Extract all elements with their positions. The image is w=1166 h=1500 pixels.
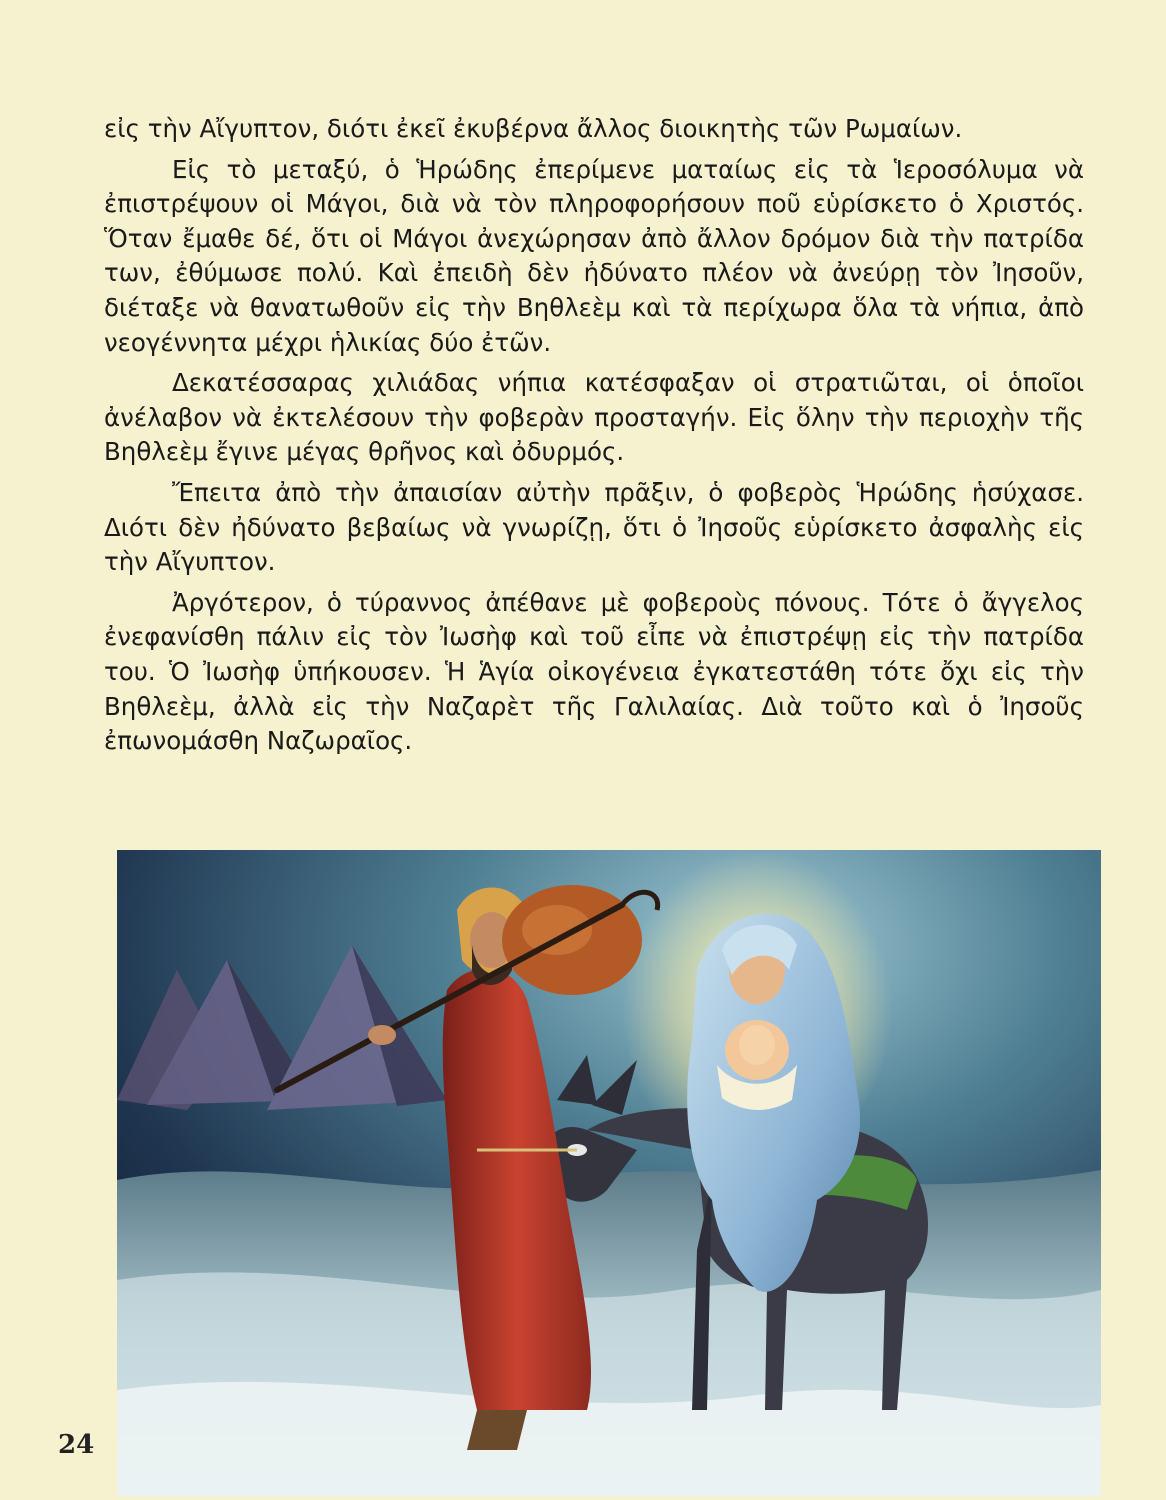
paragraph-2: Εἰς τὸ μεταξύ, ὁ Ἡρώδης ἐπερίμενε ματαίως εἰς τὰ Ἱεροσόλυμα νὰ ἐπιστρέψουν οἱ Μάγοι, διὰ νὰ τὸν πληροφορήσουν ποῦ εὑρίσκετο ὁ Χριστός. Ὅταν ἔμαθε δέ, ὅτι οἱ Μάγοι ἀνεχώρησαν ἀπὸ ἄλλον δρόμον διὰ τὴν πατρίδα των, ἐθύμωσε πολύ. Καὶ ἐπειδὴ δὲν ἠδύνατο πλέον νὰ ἀνεύρῃ τὸν Ἰησοῦν, διέταξε νὰ θανατωθοῦν εἰς τὴν Βηθλεὲμ καὶ τὰ περίχωρα ὅλα τὰ νήπια, ἀπὸ νεογέννητα μέχρι ἡλικίας δύο ἐτῶν.: [104, 154, 1084, 357]
paragraph-1: εἰς τὴν Αἴγυπτον, διότι ἐκεῖ ἐκυβέρνα ἄλλος διοικητὴς τῶν Ρωμαίων.: [104, 114, 963, 143]
body-text: [104, 112, 1084, 765]
paragraph-5: Ἀργότερον, ὁ τύραννος ἀπέθανε μὲ φοβεροὺς πόνους. Τότε ὁ ἄγγελος ἐνεφανίσθη πάλιν εἰς τὸν Ἰωσὴφ καὶ τοῦ εἶπε νὰ ἐπιστρέψῃ εἰς τὴν πατρίδα του. Ὁ Ἰωσὴφ ὑπήκουσεν. Ἡ Ἁγία οἰκογένεια ἐγκατεστάθη τότε ὄχι εἰς τὴν Βηθλεὲμ, ἀλλὰ εἰς τὴν Ναζαρὲτ τῆς Γαλιλαίας. Διὰ τοῦτο καὶ ὁ Ἰησοῦς ἐπωνομάσθη Ναζωραῖος.: [104, 587, 1084, 756]
paragraph-3: Δεκατέσσαρας χιλιάδας νήπια κατέσφαξαν οἱ στρατιῶται, οἱ ὁποῖοι ἀνέλαβον νὰ ἐκτελέσουν τὴν φοβερὰν προσταγήν. Εἰς ὅλην τὴν περιοχὴν τῆς Βηθλεὲμ ἔγινε μέγας θρῆνος καὶ ὀδυρμός.: [104, 368, 1084, 467]
page-number: 24: [58, 1430, 95, 1460]
flight-into-egypt-illustration: [117, 850, 1101, 1496]
paragraph-4: Ἔπειτα ἀπὸ τὴν ἀπαισίαν αὐτὴν πρᾶξιν, ὁ φοβερὸς Ἡρώδης ἡσύχασε. Διότι δὲν ἠδύνατο βεβαίως νὰ γνωρίζῃ, ὅτι ὁ Ἰησοῦς εὑρίσκετο ἀσφαλὴς εἰς τὴν Αἴγυπτον.: [104, 477, 1084, 577]
